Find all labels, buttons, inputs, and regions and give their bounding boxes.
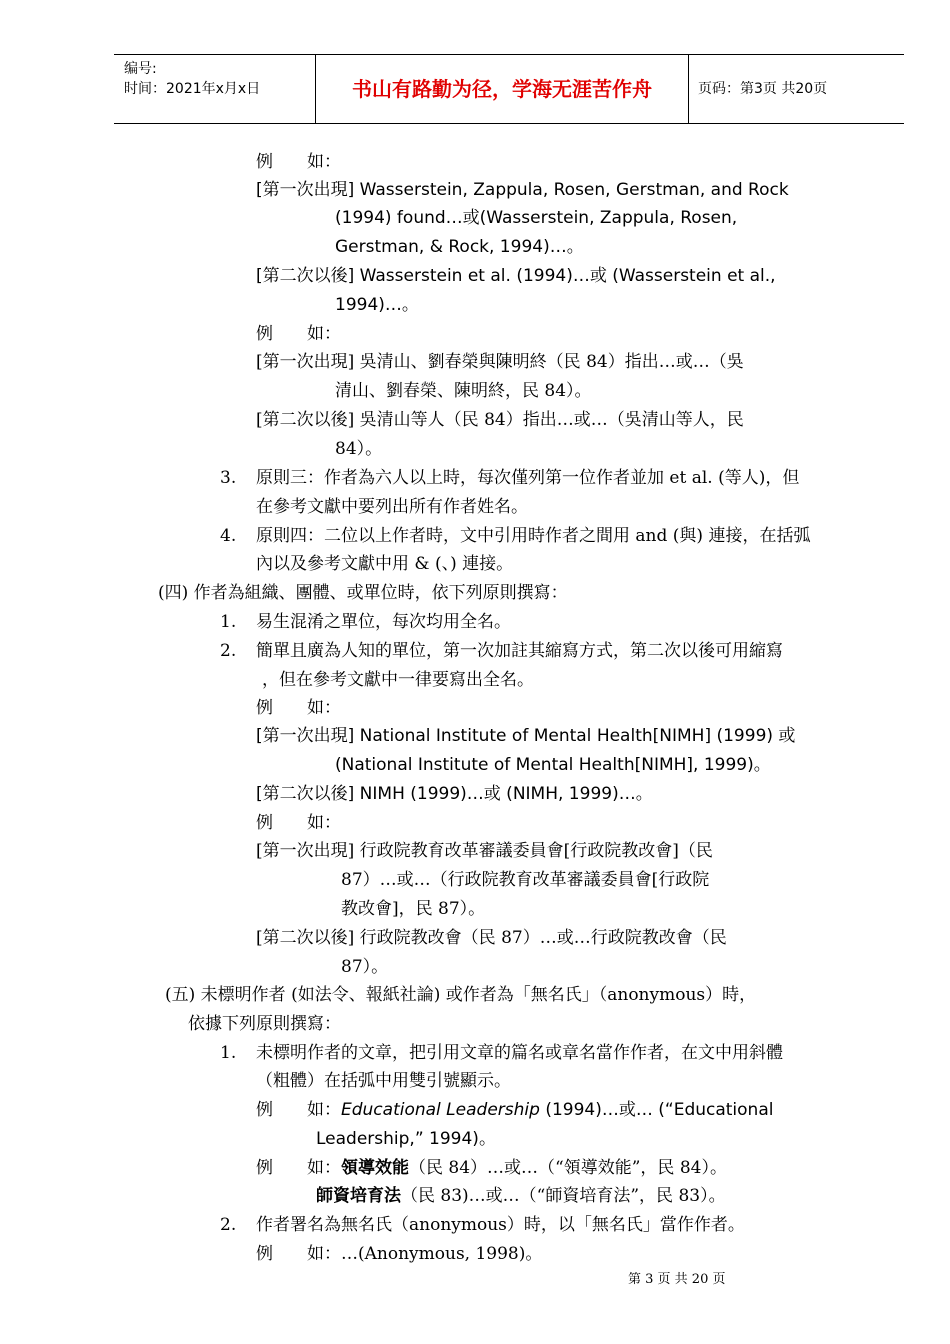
text-line: 內以及參考文獻中用 & (、) 連接。 (256, 554, 514, 574)
text-line: 易生混淆之單位，每次均用全名。 (256, 612, 511, 632)
section-heading: (四) 作者為組織、團體、或單位時，依下列原則撰寫： (158, 583, 568, 603)
text-line: (National Institute of Mental Health[NIMH], 1999)。 (335, 755, 771, 775)
text-line: 簡單且廣為人知的單位，第一次加註其縮寫方式，第二次以後可用縮寫 (256, 641, 783, 661)
page-header (114, 54, 904, 124)
text-line: ，但在參考文獻中一律要寫出全名。 (262, 670, 534, 690)
header-motto: 书山有路勤为径，学海无涯苦作舟 (352, 77, 652, 101)
list-number: 1. (220, 1043, 237, 1063)
italic-title: Educational Leadership (341, 1100, 540, 1120)
list-number: 2. (220, 641, 237, 661)
list-number: 2. (220, 1215, 237, 1235)
text-line: [第一次出現] Wasserstein, Zappula, Rosen, Gerstman, and Rock (256, 180, 789, 200)
text-line: 原則三：作者為六人以上時，每次僅列第一位作者並加 et al. (等人)，但 (256, 468, 800, 488)
time-label: 时间：2021年x月x日 (124, 81, 261, 97)
example-label: 例 如：…(Anonymous, 1998)。 (256, 1244, 543, 1264)
example-label: 例 如： (256, 1100, 341, 1120)
text-line: [第一次出現] National Institute of Mental Health[NIMH] (1999) 或 (256, 726, 796, 746)
text-line: 清山、劉春榮、陳明終，民 84）。 (335, 381, 592, 401)
text-line: [第一次出現] 吳清山、劉春榮與陳明終（民 84）指出…或…（吳 (256, 352, 744, 372)
text-line: [第二次以後] NIMH (1999)…或 (NIMH, 1999)…。 (256, 784, 653, 804)
list-number: 3. (220, 468, 237, 488)
text-line: 1994)…。 (335, 295, 419, 315)
header-meta (124, 59, 260, 99)
example-label: 例 如： (256, 324, 341, 344)
text-line: Leadership,” 1994)。 (316, 1129, 496, 1149)
example-label: 例 如： (256, 813, 341, 833)
text-fragment: （民 84）…或…（“領導效能”，民 84）。 (409, 1158, 727, 1178)
example-label: 例 如： (256, 698, 341, 718)
text-line: [第一次出現] 行政院教育改革審議委員會[行政院教改會]（民 (256, 841, 713, 861)
text-line: [第二次以後] 行政院教改會（民 87）…或…行政院教改會（民 (256, 928, 727, 948)
header-divider (688, 55, 689, 123)
text-line: 84）。 (335, 439, 383, 459)
text-line: 原則四：二位以上作者時，文中引用時作者之間用 and (與) 連接，在括弧 (256, 526, 811, 546)
text-line: [第二次以後] Wasserstein et al. (1994)…或 (Wasserstein et al., (256, 266, 776, 286)
text-line: 87）。 (341, 957, 389, 977)
serial-label: 编号: (124, 61, 157, 77)
list-number: 4. (220, 526, 237, 546)
header-page-label: 页码：第3页 共20页 (698, 81, 828, 97)
text-line: 依據下列原則撰寫： (188, 1014, 341, 1034)
text-line (256, 1096, 773, 1124)
example-label: 例 如： (256, 1158, 341, 1178)
text-line: [第二次以後] 吳清山等人（民 84）指出…或…（吳清山等人，民 (256, 410, 744, 430)
text-line: 教改會]，民 87）。 (341, 899, 486, 919)
list-number: 1. (220, 612, 237, 632)
section-heading: (五) 未標明作者 (如法令、報紙社論) 或作者為「無名氏」（anonymous）時， (165, 985, 757, 1005)
bold-title: 師資培育法 (316, 1186, 401, 1206)
text-line: 未標明作者的文章，把引用文章的篇名或章名當作作者，在文中用斜體 (256, 1043, 783, 1063)
text-line (316, 1182, 726, 1210)
example-label: 例 如： (256, 152, 341, 172)
text-line: 在參考文獻中要列出所有作者姓名。 (256, 497, 528, 517)
text-line: (1994) found…或(Wasserstein, Zappula, Rosen, (335, 208, 738, 228)
page-footer: 第 3 页 共 20 页 (628, 1272, 726, 1287)
bold-title: 領導效能 (341, 1158, 409, 1178)
text-line: 87）…或…（行政院教育改革審議委員會[行政院 (341, 870, 710, 890)
text-line: （粗體）在括弧中用雙引號顯示。 (256, 1071, 511, 1091)
text-fragment: (1994)…或… (“Educational (539, 1100, 774, 1120)
text-line (256, 1154, 727, 1182)
text-line: Gerstman, & Rock, 1994)…。 (335, 237, 584, 257)
text-fragment: （民 83)…或…（“師資培育法”，民 83）。 (401, 1186, 726, 1206)
text-line: 作者署名為無名氏（anonymous）時，以「無名氏」當作作者。 (256, 1215, 745, 1235)
